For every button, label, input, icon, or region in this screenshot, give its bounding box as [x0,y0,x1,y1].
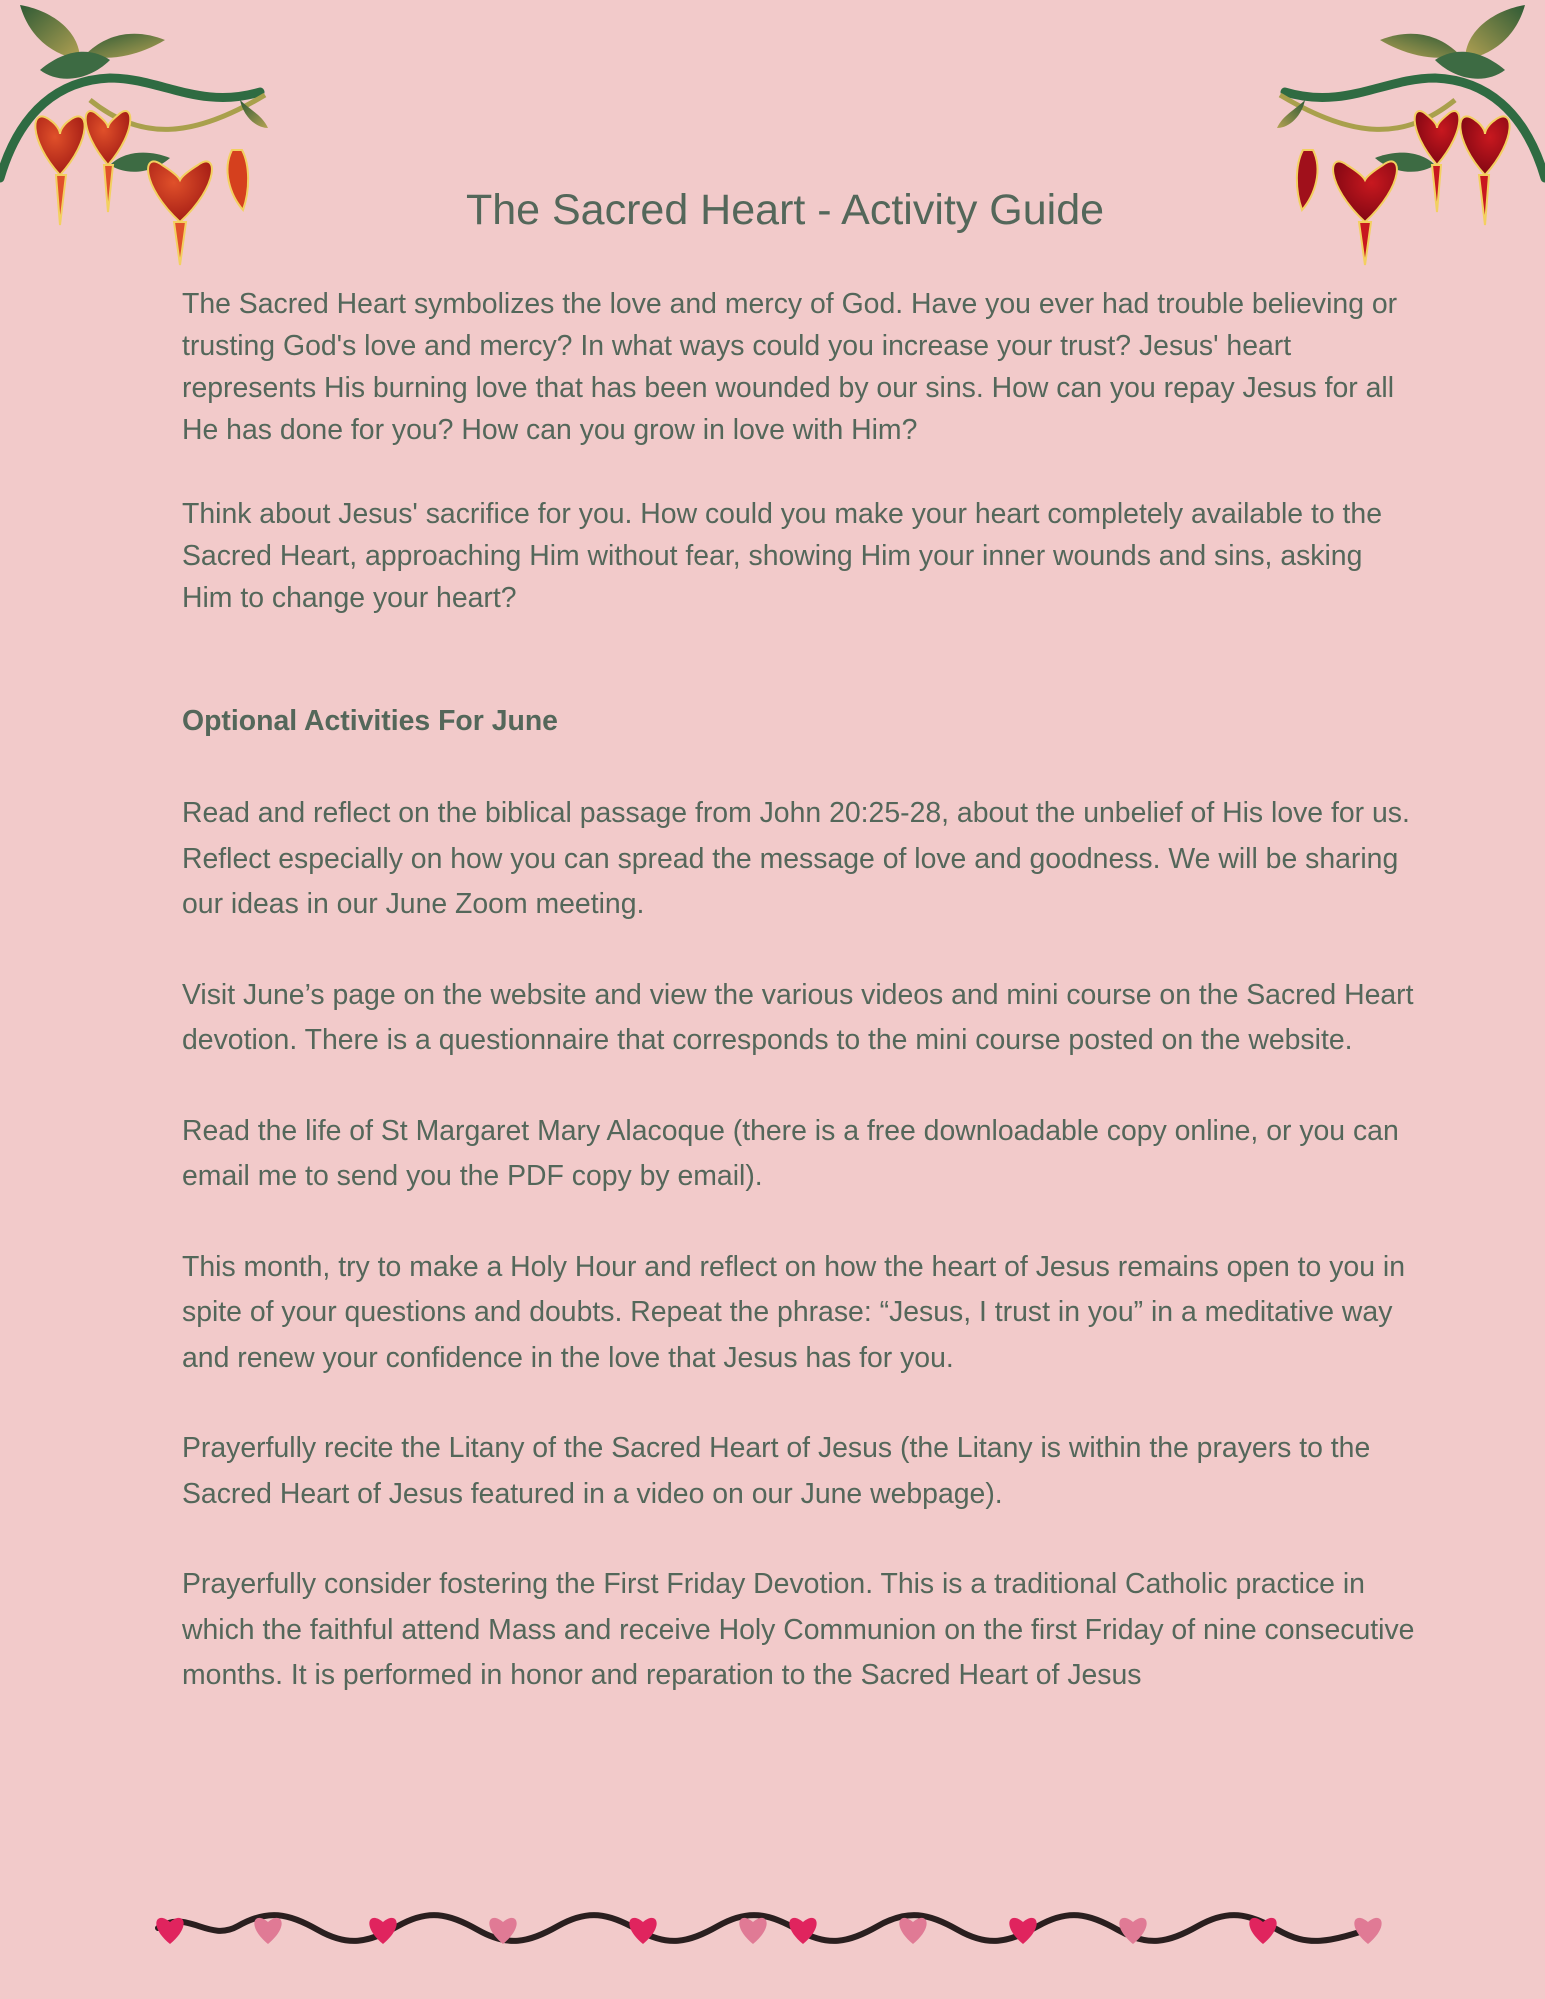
activity-item: This month, try to make a Holy Hour and reflect on how the heart of Jesus remains open to you in spite of your questions and doubts. Repeat the phrase: “Jesus, I trust in you” in a meditative way and renew your confidence in the love that Jesus has for you. [182,1250,1405,1374]
intro-paragraph: Think about Jesus' sacrifice for you. How could you make your heart completely available to the Sacred Heart, approaching Him without fear, showing Him your inner wounds and sins, asking Him to change your heart? [182,498,1383,614]
activity-item: Prayerfully consider fostering the First Friday Devotion. This is a traditional Catholic practice in which the faithful attend Mass and receive Holy Communion on the first Friday of nine consecutive months. It is performed in honor and reparation to the Sacred Heart of Jesus [182,1568,1415,1691]
border-heart-icon [1354,1918,1381,1944]
border-heart-icon [254,1918,281,1944]
activities-list [182,791,1422,1744]
activity-item: Prayerfully recite the Litany of the Sacred Heart of Jesus (the Litany is within the prayers to the Sacred Heart of Jesus featured in a video on our June webpage). [182,1432,1371,1510]
border-heart-icon [629,1918,656,1944]
activity-item: Visit June’s page on the website and view the various videos and mini course on the Sacred Heart devotion. There is a questionnaire that corresponds to the mini course posted on the website. [182,978,1414,1056]
page-title: The Sacred Heart - Activity Guide [465,186,1105,234]
border-heart-icon [739,1918,766,1944]
intro-section [182,283,1412,619]
border-heart-icon [899,1918,926,1944]
activity-item: Read the life of St Margaret Mary Alacoque (there is a free downloadable copy online, or you can email me to send you the PDF copy by email). [182,1114,1399,1192]
intro-paragraph: The Sacred Heart symbolizes the love and mercy of God. Have you ever had trouble believing or trusting God's love and mercy? In what ways could you increase your trust? Jesus' heart represents His burning love that has been wounded by our sins. How can you repay Jesus for all He has done for you? How can you grow in love with Him? [182,288,1398,446]
activity-item: Read and reflect on the biblical passage from John 20:25-28, about the unbelief of His love for us. Reflect especially on how you can spread the message of love and goodness. We will be sharing our ideas in our June Zoom meeting. [182,797,1410,920]
section-heading: Optional Activities For June [182,705,558,737]
heart-vine-border-icon [148,1898,1398,1958]
border-heart-icon [789,1918,816,1944]
